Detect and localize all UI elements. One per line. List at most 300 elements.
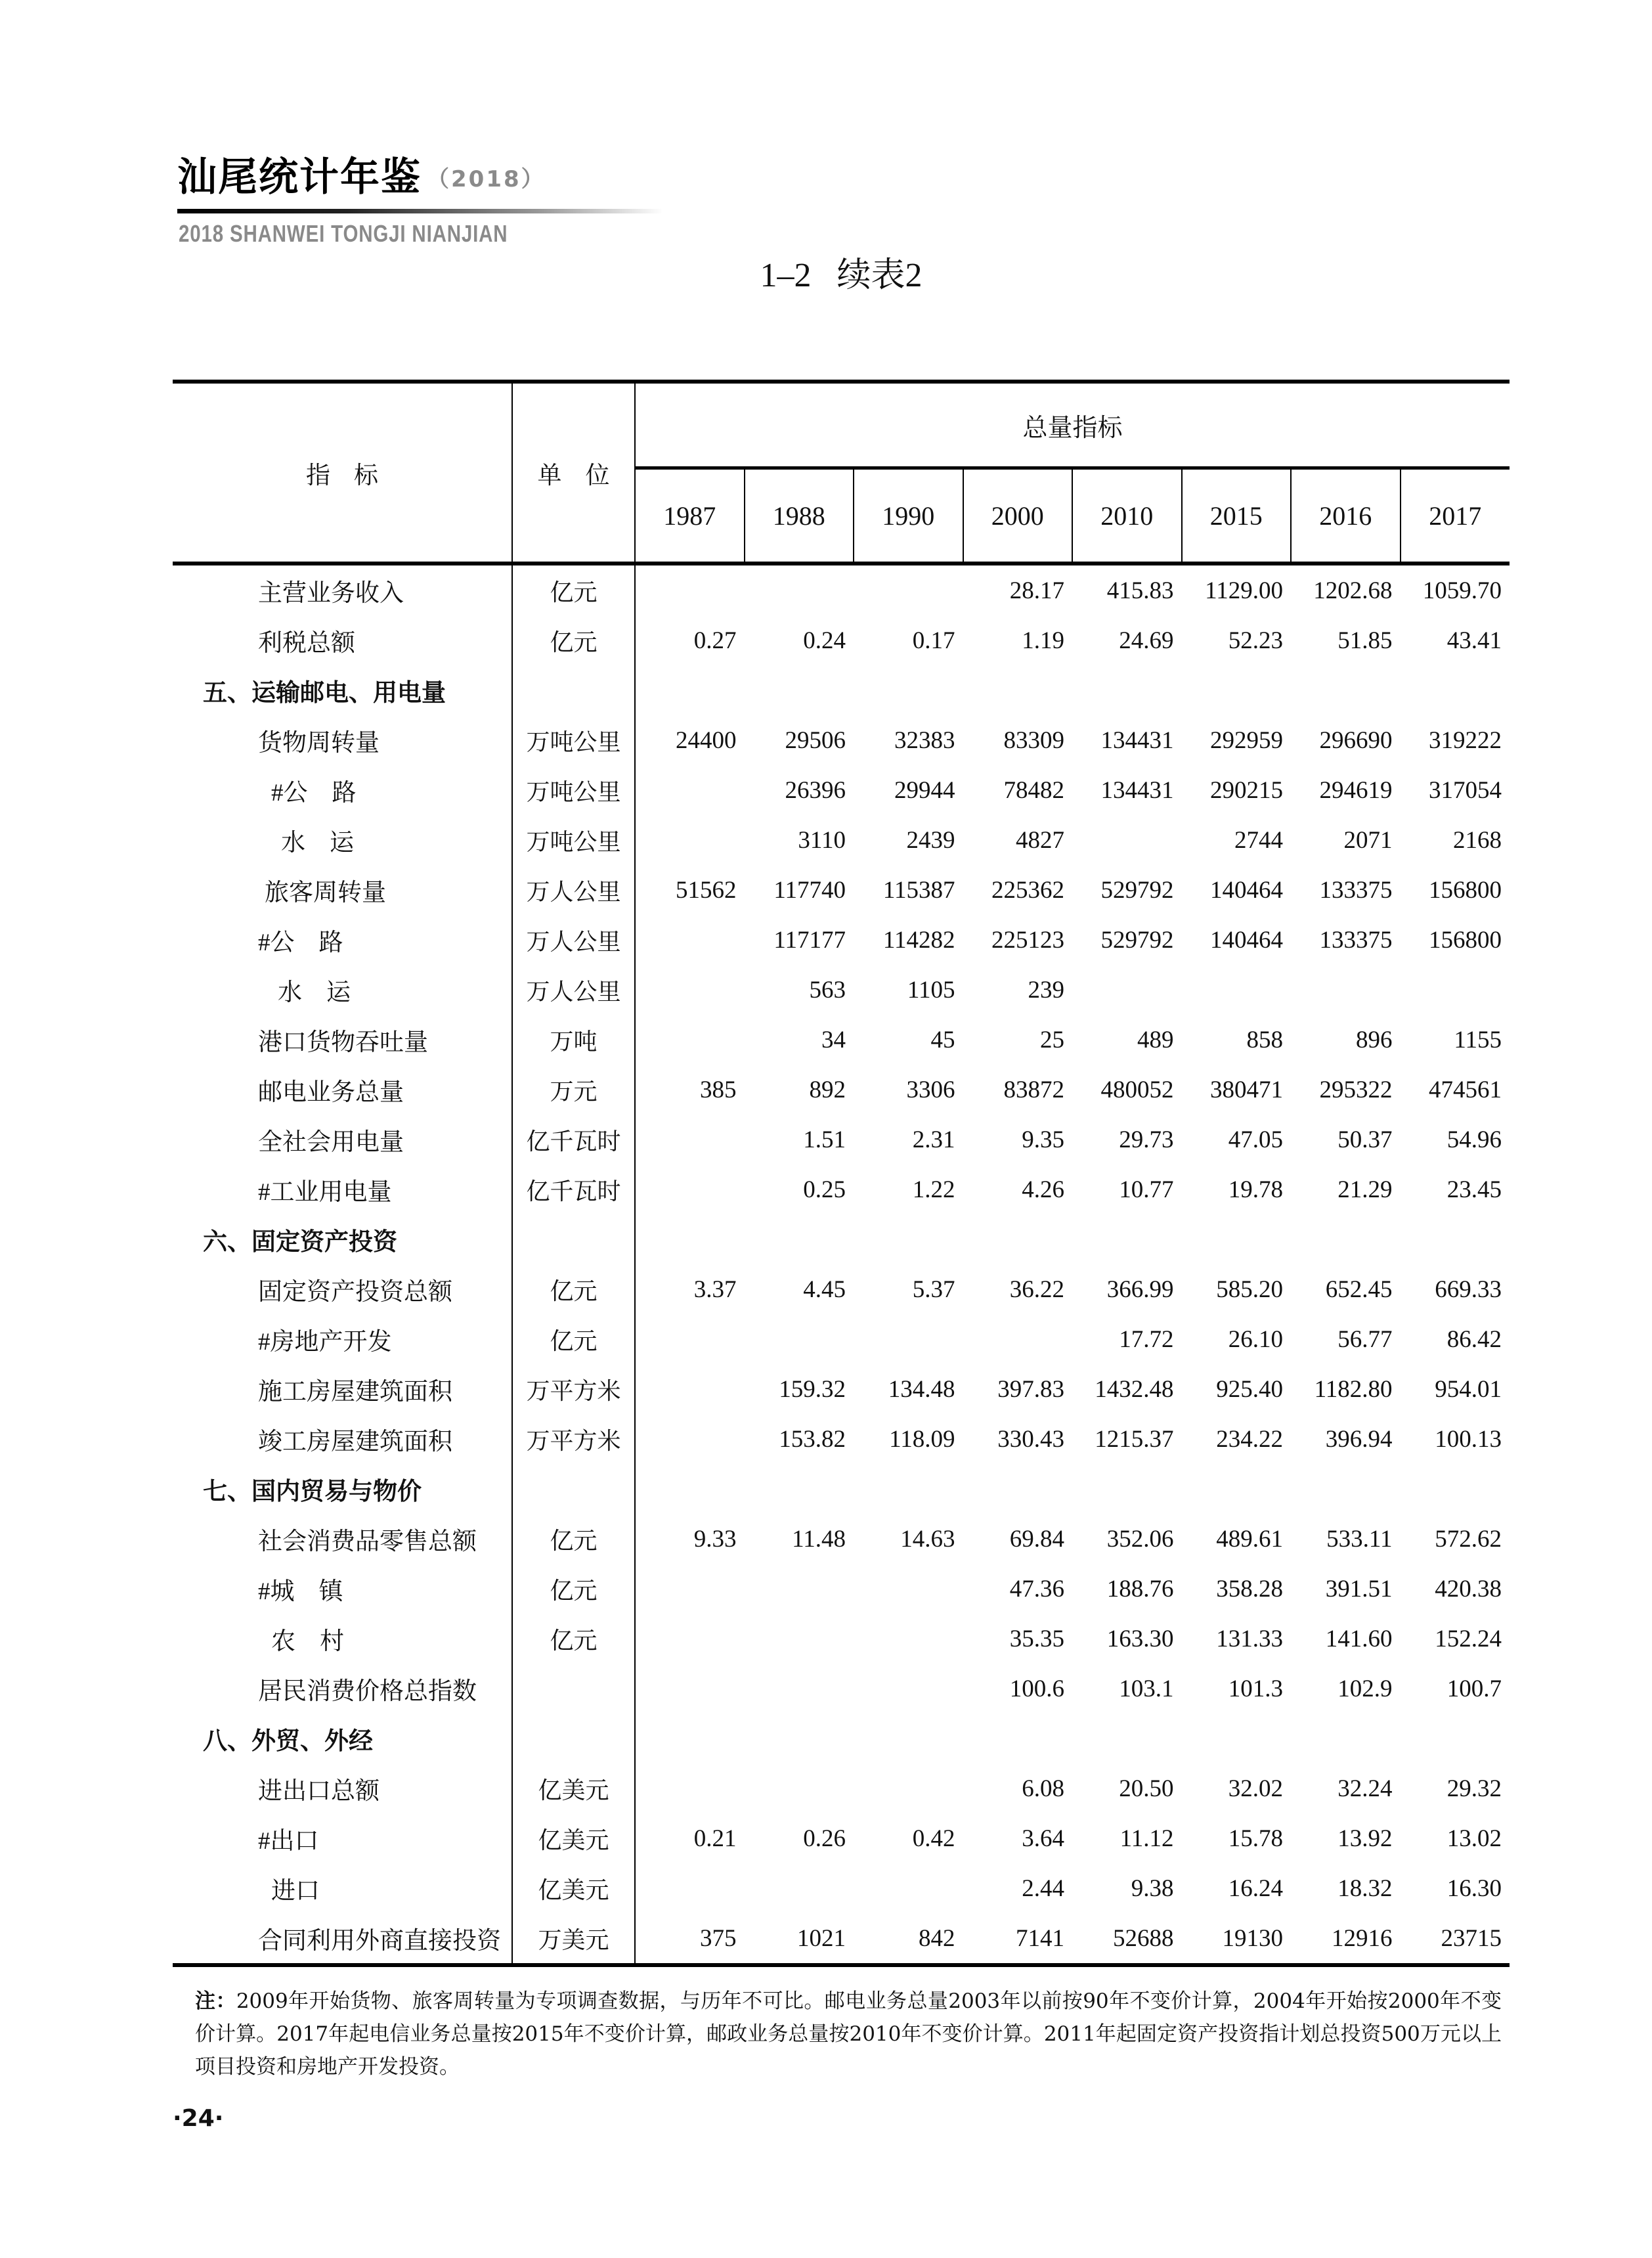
value-cell: 391.51 xyxy=(1325,1575,1393,1603)
value-cell: 0.42 xyxy=(912,1825,955,1852)
unit-cell xyxy=(512,1664,635,1714)
table-row xyxy=(173,1564,1510,1614)
statistics-table xyxy=(173,380,1510,1967)
section-heading: 六、固定资产投资 xyxy=(173,1214,512,1264)
value-cell: 296690 xyxy=(1319,726,1393,754)
indicator-label: #公 路 xyxy=(173,765,512,815)
column-group-header: 总量指标 xyxy=(635,382,1510,468)
table-row xyxy=(173,1314,1510,1364)
yearbook-subtitle: 2018 SHANWEI TONGJI NIANJIAN xyxy=(179,220,508,247)
value-cell: 100.13 xyxy=(1435,1425,1502,1453)
value-cell: 86.42 xyxy=(1446,1325,1502,1353)
section-row xyxy=(173,1714,1510,1763)
value-cell: 140464 xyxy=(1210,926,1283,954)
value-cell xyxy=(854,1614,963,1664)
value-cell: 317054 xyxy=(1429,776,1502,804)
value-cell: 0.17 xyxy=(912,627,955,654)
section-row xyxy=(173,1214,1510,1264)
value-cell: 9.38 xyxy=(1131,1874,1174,1902)
value-cell xyxy=(635,564,745,615)
footnote xyxy=(195,1985,1502,2083)
table-row xyxy=(173,1115,1510,1164)
value-cell: 358.28 xyxy=(1216,1575,1283,1603)
value-cell xyxy=(635,1464,745,1514)
unit-cell xyxy=(512,665,635,715)
table-row xyxy=(173,564,1510,615)
indicator-label: #公 路 xyxy=(173,915,512,965)
value-cell: 842 xyxy=(854,1913,963,1965)
unit-cell: 亿美元 xyxy=(512,1763,635,1813)
value-cell: 29944 xyxy=(894,776,955,804)
value-cell: 16.30 xyxy=(1446,1874,1502,1902)
value-cell xyxy=(745,564,854,615)
value-cell: 0.26 xyxy=(803,1825,846,1852)
indicator-label: 农 村 xyxy=(173,1614,512,1664)
unit-cell: 亿元 xyxy=(512,1264,635,1314)
value-cell xyxy=(1291,665,1401,715)
value-cell: 114282 xyxy=(882,926,955,954)
value-cell xyxy=(635,1664,745,1714)
value-cell: 32383 xyxy=(894,726,955,754)
value-cell: 43.41 xyxy=(1446,627,1502,654)
value-cell xyxy=(745,1614,854,1664)
footnote-text: 2009年开始货物、旅客周转量为专项调查数据，与历年不可比。邮电业务总量2003年以前按90年不变价计算，2004年开始按2000年不变价计算。2017年起电信业务总量按2015年不变价计算，邮政业务总量按2010年不变价计算。2011年起固定资产投资指计划总投资500万元以上项目投资和房地产开发投资。 xyxy=(195,1989,1502,2079)
value-cell xyxy=(854,1214,963,1264)
column-header-year: 2000 xyxy=(963,468,1073,564)
value-cell: 489 xyxy=(1137,1026,1174,1053)
unit-cell: 亿千瓦时 xyxy=(512,1164,635,1214)
unit-cell: 亿元 xyxy=(512,1564,635,1614)
value-cell xyxy=(635,1214,745,1264)
column-header-year: 1990 xyxy=(854,468,963,564)
value-cell xyxy=(854,1664,963,1714)
table-row xyxy=(173,1164,1510,1214)
value-cell xyxy=(1401,1714,1510,1763)
column-header-year: 2017 xyxy=(1401,468,1510,564)
value-cell: 117740 xyxy=(773,876,846,904)
value-cell: 100.6 xyxy=(1009,1675,1064,1702)
column-header-indicator: 指标 xyxy=(173,382,512,564)
value-cell: 9.35 xyxy=(1022,1126,1064,1153)
value-cell: 375 xyxy=(635,1913,745,1965)
indicator-label: 进口 xyxy=(173,1863,512,1913)
table-row xyxy=(173,1763,1510,1813)
column-header-year: 2010 xyxy=(1072,468,1182,564)
value-cell xyxy=(854,564,963,615)
value-cell: 415.83 xyxy=(1106,577,1174,604)
value-cell: 892 xyxy=(809,1076,846,1103)
value-cell: 134431 xyxy=(1100,726,1174,754)
table-row xyxy=(173,865,1510,915)
indicator-label: 主营业务收入 xyxy=(173,564,512,615)
value-cell xyxy=(635,1015,745,1065)
value-cell xyxy=(1401,965,1510,1015)
value-cell xyxy=(635,1763,745,1813)
indicator-label: 竣工房屋建筑面积 xyxy=(173,1414,512,1464)
value-cell: 3.37 xyxy=(693,1275,737,1303)
value-cell xyxy=(745,1714,854,1763)
unit-cell: 亿元 xyxy=(512,615,635,665)
value-cell xyxy=(635,765,745,815)
table-row xyxy=(173,715,1510,765)
value-cell xyxy=(635,1714,745,1763)
value-cell: 51562 xyxy=(676,876,737,904)
value-cell xyxy=(1291,1464,1401,1514)
value-cell: 896 xyxy=(1356,1026,1393,1053)
value-cell: 380471 xyxy=(1210,1076,1283,1103)
unit-cell xyxy=(512,1714,635,1763)
unit-cell: 万吨公里 xyxy=(512,715,635,765)
unit-cell: 亿美元 xyxy=(512,1863,635,1913)
value-cell xyxy=(1072,1714,1182,1763)
table-row xyxy=(173,765,1510,815)
value-cell: 56.77 xyxy=(1337,1325,1393,1353)
value-cell: 1182.80 xyxy=(1314,1375,1393,1403)
value-cell: 1129.00 xyxy=(1205,577,1283,604)
indicator-label: 社会消费品零售总额 xyxy=(173,1514,512,1564)
unit-cell: 亿元 xyxy=(512,564,635,615)
indicator-label: #工业用电量 xyxy=(173,1164,512,1214)
value-cell: 295322 xyxy=(1319,1076,1393,1103)
unit-cell: 万平方米 xyxy=(512,1414,635,1464)
value-cell: 480052 xyxy=(1100,1076,1174,1103)
value-cell: 36.22 xyxy=(1009,1275,1064,1303)
value-cell: 1.22 xyxy=(912,1176,955,1203)
value-cell: 20.50 xyxy=(1119,1775,1174,1802)
value-cell xyxy=(1072,965,1182,1015)
table-row xyxy=(173,1913,1510,1965)
value-cell: 9.33 xyxy=(693,1525,737,1553)
table-row xyxy=(173,1664,1510,1714)
value-cell: 52688 xyxy=(1072,1913,1182,1965)
yearbook-title-text: 汕尾统计年鉴 xyxy=(177,154,422,200)
value-cell: 529792 xyxy=(1100,926,1174,954)
value-cell: 17.72 xyxy=(1119,1325,1174,1353)
table-header xyxy=(173,382,1510,564)
value-cell: 13.92 xyxy=(1337,1825,1393,1852)
value-cell xyxy=(963,1464,1073,1514)
value-cell: 69.84 xyxy=(1009,1525,1064,1553)
value-cell xyxy=(745,1664,854,1714)
unit-cell: 万美元 xyxy=(512,1913,635,1965)
value-cell xyxy=(854,1564,963,1614)
value-cell: 0.21 xyxy=(693,1825,737,1852)
value-cell: 188.76 xyxy=(1106,1575,1174,1603)
value-cell: 50.37 xyxy=(1337,1126,1393,1153)
value-cell: 131.33 xyxy=(1216,1625,1283,1652)
value-cell xyxy=(1401,1214,1510,1264)
value-cell: 352.06 xyxy=(1106,1525,1174,1553)
value-cell: 397.83 xyxy=(997,1375,1064,1403)
value-cell xyxy=(635,1414,745,1464)
value-cell: 2744 xyxy=(1234,826,1283,854)
value-cell xyxy=(635,1115,745,1164)
table-row xyxy=(173,1015,1510,1065)
value-cell: 294619 xyxy=(1319,776,1393,804)
value-cell xyxy=(1072,1464,1182,1514)
value-cell xyxy=(635,965,745,1015)
table-row xyxy=(173,615,1510,665)
value-cell: 290215 xyxy=(1210,776,1283,804)
value-cell: 2.31 xyxy=(912,1126,955,1153)
value-cell xyxy=(1182,965,1292,1015)
value-cell xyxy=(635,1614,745,1664)
value-cell: 24.69 xyxy=(1119,627,1174,654)
value-cell: 1021 xyxy=(745,1913,854,1965)
table-row xyxy=(173,1264,1510,1314)
value-cell xyxy=(1072,815,1182,865)
value-cell: 3306 xyxy=(906,1076,955,1103)
unit-cell: 万吨公里 xyxy=(512,815,635,865)
value-cell: 103.1 xyxy=(1119,1675,1174,1702)
value-cell: 133375 xyxy=(1319,926,1393,954)
indicator-label: 旅客周转量 xyxy=(173,865,512,915)
value-cell xyxy=(1182,665,1292,715)
value-cell: 0.27 xyxy=(693,627,737,654)
value-cell: 134.48 xyxy=(888,1375,955,1403)
value-cell: 1.51 xyxy=(803,1126,846,1153)
value-cell: 51.85 xyxy=(1337,627,1393,654)
unit-cell: 万吨 xyxy=(512,1015,635,1065)
value-cell: 1059.70 xyxy=(1422,577,1502,604)
value-cell: 25 xyxy=(1040,1026,1064,1053)
value-cell: 420.38 xyxy=(1435,1575,1502,1603)
value-cell xyxy=(635,1164,745,1214)
value-cell: 152.24 xyxy=(1435,1625,1502,1652)
unit-cell: 万元 xyxy=(512,1065,635,1115)
value-cell: 319222 xyxy=(1429,726,1502,754)
value-cell xyxy=(635,1564,745,1614)
value-cell: 156800 xyxy=(1429,876,1502,904)
indicator-label: #城 镇 xyxy=(173,1564,512,1614)
table-row xyxy=(173,1863,1510,1913)
value-cell: 2168 xyxy=(1453,826,1502,854)
value-cell xyxy=(1182,1214,1292,1264)
value-cell: 28.17 xyxy=(1009,577,1064,604)
value-cell xyxy=(1072,665,1182,715)
column-header-unit: 单位 xyxy=(512,382,635,564)
value-cell: 330.43 xyxy=(997,1425,1064,1453)
indicator-label: 居民消费价格总指数 xyxy=(173,1664,512,1714)
value-cell: 47.05 xyxy=(1228,1126,1283,1153)
value-cell: 366.99 xyxy=(1106,1275,1174,1303)
value-cell: 954.01 xyxy=(1435,1375,1502,1403)
indicator-label: 施工房屋建筑面积 xyxy=(173,1364,512,1414)
indicator-label: 固定资产投资总额 xyxy=(173,1264,512,1314)
value-cell: 1215.37 xyxy=(1095,1425,1174,1453)
value-cell: 6.08 xyxy=(1022,1775,1064,1802)
value-cell: 1155 xyxy=(1454,1026,1502,1053)
value-cell: 23.45 xyxy=(1446,1176,1502,1203)
value-cell: 292959 xyxy=(1210,726,1283,754)
value-cell xyxy=(745,665,854,715)
value-cell xyxy=(635,1364,745,1414)
value-cell: 239 xyxy=(1028,976,1064,1004)
value-cell: 12916 xyxy=(1291,1913,1401,1965)
column-header-year: 2016 xyxy=(1291,468,1401,564)
value-cell: 2.44 xyxy=(1022,1874,1064,1902)
value-cell: 140464 xyxy=(1210,876,1283,904)
value-cell xyxy=(854,1314,963,1364)
value-cell xyxy=(745,1314,854,1364)
value-cell: 0.24 xyxy=(803,627,846,654)
footnote-label: 注： xyxy=(195,1989,236,2013)
value-cell: 925.40 xyxy=(1216,1375,1283,1403)
column-header-year: 1988 xyxy=(745,468,854,564)
yearbook-year: （2018） xyxy=(427,166,546,192)
value-cell: 26.10 xyxy=(1228,1325,1283,1353)
section-heading: 八、外贸、外经 xyxy=(173,1714,512,1763)
value-cell: 47.36 xyxy=(1009,1575,1064,1603)
value-cell: 1432.48 xyxy=(1095,1375,1174,1403)
value-cell xyxy=(1182,1714,1292,1763)
value-cell: 563 xyxy=(809,976,846,1004)
unit-cell: 万吨公里 xyxy=(512,765,635,815)
value-cell xyxy=(854,665,963,715)
value-cell: 19.78 xyxy=(1228,1176,1283,1203)
value-cell xyxy=(635,915,745,965)
value-cell: 1202.68 xyxy=(1313,577,1393,604)
value-cell: 5.37 xyxy=(912,1275,955,1303)
value-cell: 572.62 xyxy=(1435,1525,1502,1553)
table-title: 1–2 续表2 xyxy=(760,257,923,294)
value-cell: 3110 xyxy=(798,826,846,854)
value-cell xyxy=(1401,1464,1510,1514)
indicator-label: 港口货物吞吐量 xyxy=(173,1015,512,1065)
value-cell: 29.32 xyxy=(1446,1775,1502,1802)
value-cell: 474561 xyxy=(1429,1076,1502,1103)
value-cell: 18.32 xyxy=(1337,1874,1393,1902)
value-cell: 19130 xyxy=(1182,1913,1292,1965)
value-cell: 32.02 xyxy=(1228,1775,1283,1802)
value-cell: 24400 xyxy=(676,726,737,754)
value-cell xyxy=(963,1314,1073,1364)
value-cell: 11.12 xyxy=(1119,1825,1174,1852)
value-cell: 83872 xyxy=(1003,1076,1064,1103)
value-cell: 396.94 xyxy=(1325,1425,1393,1453)
indicator-label: 货物周转量 xyxy=(173,715,512,765)
value-cell: 54.96 xyxy=(1446,1126,1502,1153)
value-cell: 14.63 xyxy=(900,1525,955,1553)
unit-cell: 亿千瓦时 xyxy=(512,1115,635,1164)
indicator-label: 合同利用外商直接投资 xyxy=(173,1913,512,1965)
header-gradient-rule xyxy=(177,209,663,213)
value-cell xyxy=(1072,1214,1182,1264)
unit-cell: 亿美元 xyxy=(512,1813,635,1863)
value-cell: 32.24 xyxy=(1337,1775,1393,1802)
unit-cell: 万平方米 xyxy=(512,1364,635,1414)
value-cell: 13.02 xyxy=(1446,1825,1502,1852)
value-cell: 29.73 xyxy=(1119,1126,1174,1153)
value-cell xyxy=(854,1863,963,1913)
table-row xyxy=(173,1065,1510,1115)
value-cell xyxy=(854,1714,963,1763)
value-cell: 16.24 xyxy=(1228,1874,1283,1902)
value-cell: 858 xyxy=(1246,1026,1283,1053)
value-cell: 4827 xyxy=(1016,826,1064,854)
value-cell: 115387 xyxy=(882,876,955,904)
section-heading: 七、国内贸易与物价 xyxy=(173,1464,512,1514)
value-cell xyxy=(963,1214,1073,1264)
value-cell xyxy=(635,1863,745,1913)
value-cell xyxy=(854,1464,963,1514)
value-cell: 52.23 xyxy=(1228,627,1283,654)
value-cell: 2439 xyxy=(906,826,955,854)
value-cell: 225362 xyxy=(991,876,1064,904)
value-cell: 0.25 xyxy=(803,1176,846,1203)
value-cell xyxy=(635,815,745,865)
value-cell: 3.64 xyxy=(1022,1825,1064,1852)
table-row xyxy=(173,1514,1510,1564)
value-cell: 234.22 xyxy=(1216,1425,1283,1453)
value-cell xyxy=(963,1714,1073,1763)
value-cell: 10.77 xyxy=(1119,1176,1174,1203)
table-row xyxy=(173,1614,1510,1664)
value-cell: 134431 xyxy=(1100,776,1174,804)
value-cell: 133375 xyxy=(1319,876,1393,904)
value-cell: 15.78 xyxy=(1228,1825,1283,1852)
unit-cell: 亿元 xyxy=(512,1614,635,1664)
unit-cell: 万人公里 xyxy=(512,915,635,965)
value-cell: 141.60 xyxy=(1325,1625,1393,1652)
value-cell xyxy=(854,1763,963,1813)
value-cell: 83309 xyxy=(1003,726,1064,754)
value-cell xyxy=(963,665,1073,715)
section-row xyxy=(173,1464,1510,1514)
value-cell: 21.29 xyxy=(1337,1176,1393,1203)
value-cell: 533.11 xyxy=(1326,1525,1393,1553)
value-cell xyxy=(635,1314,745,1364)
table-row xyxy=(173,1414,1510,1464)
value-cell xyxy=(1182,1464,1292,1514)
value-cell: 2071 xyxy=(1343,826,1393,854)
page-number: ·24· xyxy=(173,2105,224,2132)
table-row xyxy=(173,915,1510,965)
indicator-label: 邮电业务总量 xyxy=(173,1065,512,1115)
value-cell xyxy=(745,1214,854,1264)
unit-cell: 万人公里 xyxy=(512,865,635,915)
section-heading: 五、运输邮电、用电量 xyxy=(173,665,512,715)
indicator-label: 进出口总额 xyxy=(173,1763,512,1813)
value-cell: 117177 xyxy=(773,926,846,954)
value-cell xyxy=(1291,1714,1401,1763)
value-cell: 35.35 xyxy=(1009,1625,1064,1652)
value-cell xyxy=(745,1464,854,1514)
value-cell: 101.3 xyxy=(1228,1675,1283,1702)
value-cell: 4.26 xyxy=(1022,1176,1064,1203)
value-cell: 385 xyxy=(700,1076,737,1103)
value-cell: 1105 xyxy=(907,976,955,1004)
indicator-label: 利税总额 xyxy=(173,615,512,665)
value-cell: 156800 xyxy=(1429,926,1502,954)
value-cell: 100.7 xyxy=(1446,1675,1502,1702)
value-cell: 11.48 xyxy=(792,1525,846,1553)
value-cell xyxy=(1291,1214,1401,1264)
value-cell: 29506 xyxy=(785,726,846,754)
value-cell: 163.30 xyxy=(1106,1625,1174,1652)
value-cell: 7141 xyxy=(963,1913,1073,1965)
indicator-label: 全社会用电量 xyxy=(173,1115,512,1164)
table-row xyxy=(173,815,1510,865)
value-cell: 4.45 xyxy=(803,1275,846,1303)
indicator-label: #出口 xyxy=(173,1813,512,1863)
value-cell: 78482 xyxy=(1003,776,1064,804)
unit-cell xyxy=(512,1464,635,1514)
value-cell xyxy=(745,1863,854,1913)
value-cell xyxy=(635,665,745,715)
value-cell: 34 xyxy=(821,1026,846,1053)
unit-cell: 亿元 xyxy=(512,1514,635,1564)
